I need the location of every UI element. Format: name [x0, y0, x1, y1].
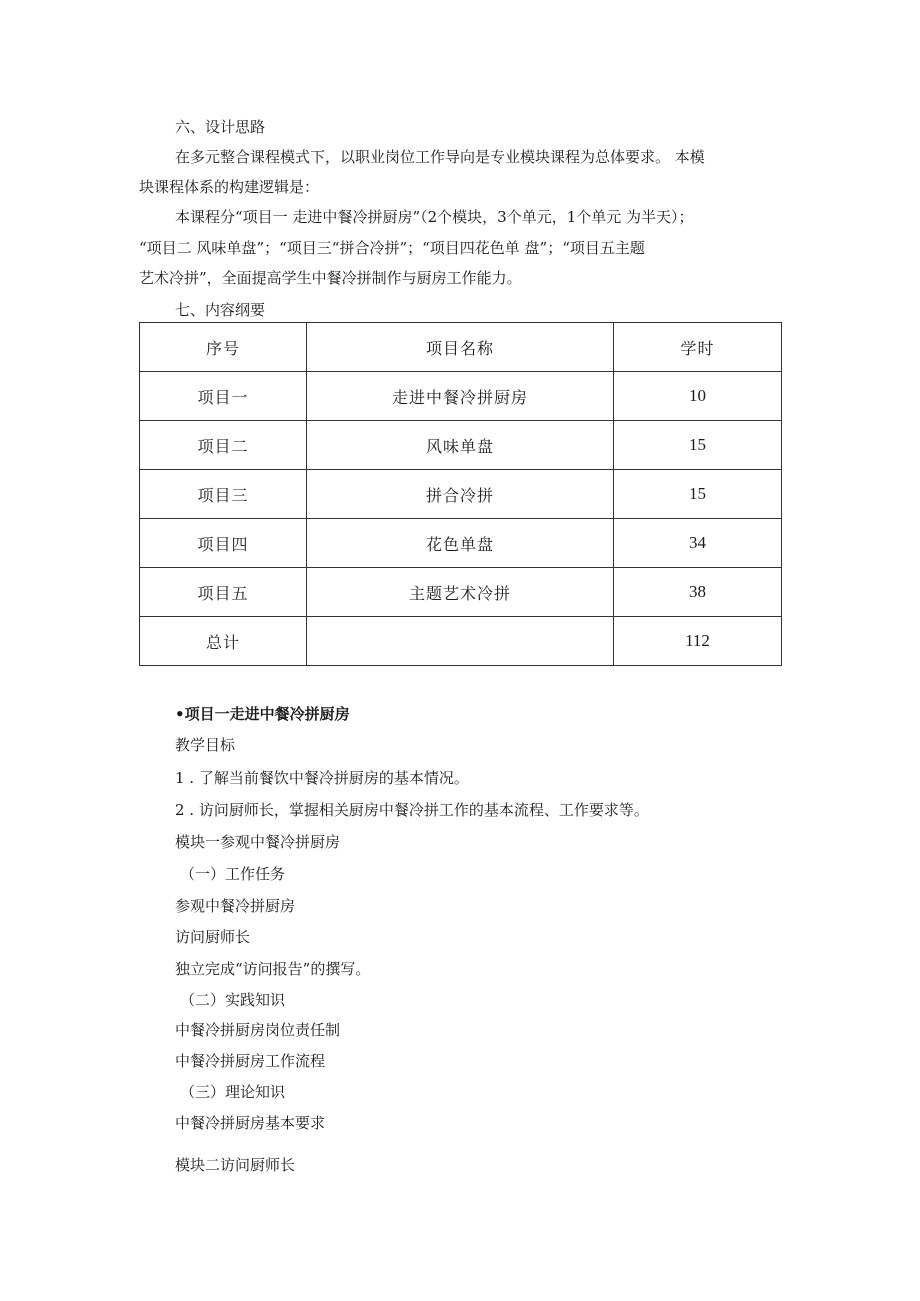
table-row [140, 470, 782, 519]
header-cell-project-name: 项目名称 [307, 323, 614, 372]
cell-project-name: 走进中餐冷拼厨房 [307, 372, 614, 421]
cell-total-label: 总计 [140, 617, 307, 666]
design-paragraph-line: 块课程体系的构建逻辑是： [139, 178, 320, 196]
cell-hours: 38 [614, 568, 782, 617]
practice-item: 中餐冷拼厨房岗位责任制 [175, 1021, 341, 1039]
task-item: 独立完成“访问报告”的撰写。 [175, 960, 371, 978]
content-outline-table [139, 322, 782, 666]
design-paragraph-line: 在多元整合课程模式下，以职业岗位工作导向是专业模块课程为总体要求。 本模 [175, 148, 705, 166]
cell-total-hours: 112 [614, 617, 782, 666]
module1-heading: 模块一参观中餐冷拼厨房 [175, 833, 341, 851]
cell-project-name: 主题艺术冷拼 [307, 568, 614, 617]
course-paragraph-line: 本课程分“项目一 走进中餐冷拼厨房”（2个模块，3个单元，1个单元 为半天）； [175, 208, 694, 226]
header-cell-hours: 学时 [614, 323, 782, 372]
task-item: 访问厨师长 [175, 928, 251, 946]
cell-hours: 10 [614, 372, 782, 421]
cell-index: 项目四 [140, 519, 307, 568]
cell-hours: 34 [614, 519, 782, 568]
cell-index: 项目一 [140, 372, 307, 421]
section-heading-design: 六、设计思路 [175, 118, 266, 136]
theory-heading: （三）理论知识 [180, 1083, 286, 1101]
cell-project-name: 风味单盘 [307, 421, 614, 470]
cell-project-name: 拼合冷拼 [307, 470, 614, 519]
practice-item: 中餐冷拼厨房工作流程 [175, 1052, 326, 1070]
cell-project-name: 花色单盘 [307, 519, 614, 568]
table-header-row [140, 323, 782, 372]
course-paragraph-line: 艺术冷拼”，全面提高学生中餐冷拼制作与厨房工作能力。 [139, 269, 522, 287]
project1-title: •项目一走进中餐冷拼厨房 [175, 705, 350, 723]
table-total-row [140, 617, 782, 666]
cell-total-empty [307, 617, 614, 666]
table-row [140, 421, 782, 470]
header-cell-index: 序号 [140, 323, 307, 372]
practice-heading: （二）实践知识 [180, 991, 286, 1009]
table-row [140, 372, 782, 421]
theory-item: 中餐冷拼厨房基本要求 [175, 1114, 326, 1132]
table-row [140, 519, 782, 568]
goal-heading: 教学目标 [175, 736, 236, 754]
goal-item: 1 . 了解当前餐饮中餐冷拼厨房的基本情况。 [175, 769, 469, 787]
task-heading: （一）工作任务 [180, 865, 286, 883]
cell-hours: 15 [614, 421, 782, 470]
goal-item: 2 . 访问厨师长，掌握相关厨房中餐冷拼工作的基本流程、工作要求等。 [175, 801, 649, 819]
cell-hours: 15 [614, 470, 782, 519]
table-row [140, 568, 782, 617]
module2-heading: 模块二访问厨师长 [175, 1156, 296, 1174]
cell-index: 项目二 [140, 421, 307, 470]
cell-index: 项目三 [140, 470, 307, 519]
course-paragraph-line: “项目二 风味单盘”；“项目三“拼合冷拼”；“项目四花色单 盘”；“项目五主题 [139, 239, 645, 257]
section-heading-outline: 七、内容纲要 [175, 301, 266, 319]
task-item: 参观中餐冷拼厨房 [175, 897, 296, 915]
cell-index: 项目五 [140, 568, 307, 617]
